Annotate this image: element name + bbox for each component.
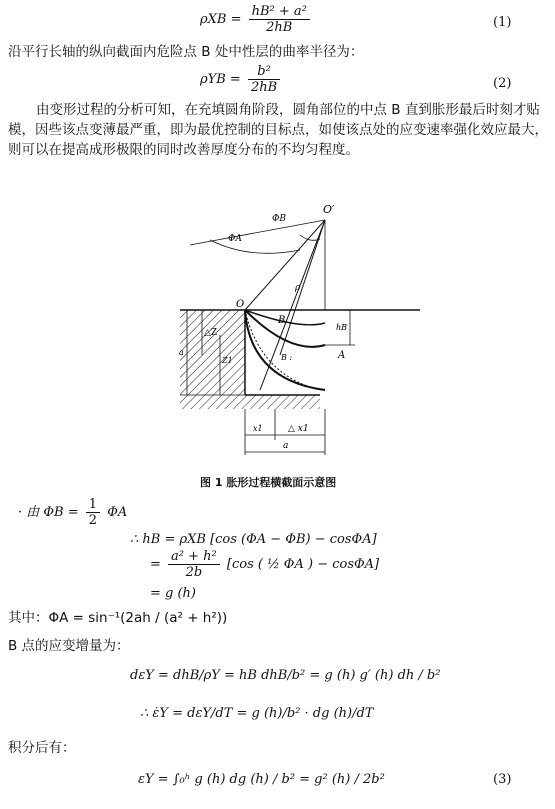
arc-phi-a bbox=[210, 240, 300, 253]
deriv-line-10: εY = ∫₀ʰ g (h) dg (h) / b² = g² (h) / 2b² bbox=[138, 772, 385, 787]
label-a-left: a bbox=[179, 348, 184, 357]
deriv-line-6: B 点的应变增量为： bbox=[8, 638, 130, 654]
label-x1: x1 bbox=[253, 424, 263, 433]
label-o: O bbox=[236, 299, 245, 310]
label-phi-b: ΦB bbox=[272, 214, 286, 224]
die-left-hatch bbox=[180, 310, 245, 395]
label-phi-a: ΦA bbox=[228, 234, 242, 244]
label-dx1: △ x1 bbox=[288, 424, 309, 434]
deriv-l1-num: 1 bbox=[86, 497, 100, 513]
die-bottom-hatch bbox=[245, 395, 320, 409]
die-corner-hatch bbox=[180, 395, 245, 409]
label-z1: Z1 bbox=[222, 356, 233, 365]
label-b-mid: B : bbox=[281, 353, 293, 362]
label-dz: △Z bbox=[204, 328, 218, 338]
eq1-denominator: 2hB bbox=[266, 20, 293, 35]
arc-phi-b bbox=[300, 235, 320, 240]
label-hb: hB bbox=[336, 323, 348, 332]
deriv-line-8: ∴ ε̇Y = dεY/dT = g (h)/b² · dg (h)/dT bbox=[140, 706, 374, 721]
text-radius-intro: 沿平行长轴的纵向截面内危险点 B 处中性层的曲率半径为： bbox=[8, 44, 364, 60]
figure-cross-section bbox=[150, 195, 430, 470]
deriv-l1-prefix: · 由 ΦB = bbox=[18, 505, 79, 520]
deriv-l3-suffix: [cos ( ½ ΦA ) − cosΦA] bbox=[226, 557, 380, 572]
eq2-numerator: b² bbox=[248, 64, 280, 80]
deriv-l3-den: 2b bbox=[185, 565, 203, 580]
equation-number-2: (2) bbox=[493, 76, 512, 91]
label-a-bottom: a bbox=[283, 441, 289, 451]
deriv-line-5: 其中：ΦA = sin⁻¹(2ah / (a² + h²)) bbox=[8, 610, 228, 626]
eq1-fraction bbox=[249, 4, 310, 35]
deriv-l1-fraction bbox=[86, 497, 100, 528]
ray-o-prime-o bbox=[245, 220, 325, 310]
ray-rho bbox=[280, 220, 325, 355]
deriv-line-7: dεY = dhB/ρY = hB dhB/b² = g (h) g′ (h) dh / b² bbox=[130, 668, 441, 683]
deriv-line-2: ∴ hB = ρXB [cos (ΦA − ΦB) − cosΦA] bbox=[130, 532, 377, 547]
equation-number-1: (1) bbox=[493, 15, 512, 30]
label-rho: ρ bbox=[295, 283, 301, 293]
deriv-line-4: = g (h) bbox=[150, 586, 196, 601]
eq2-denominator: 2hB bbox=[250, 80, 278, 95]
deriv-line-1 bbox=[18, 497, 127, 528]
label-b: B bbox=[278, 315, 286, 326]
equation-1 bbox=[200, 4, 313, 35]
ray-phi-a bbox=[190, 220, 325, 245]
ray-o-prime-a bbox=[260, 220, 325, 390]
paragraph-analysis: 由变形过程的分析可知，在充填圆角阶段，圆角部位的中点 B 直到胀形最后时刻才贴模，因些该点变薄最严重，即为最优控制的目标点，如使该点处的应变速率强化效应最大，则可以在提高成形极限的同时改善厚度分布的不均匀程度。 bbox=[8, 102, 548, 158]
deriv-l1-suffix: ΦA bbox=[107, 505, 128, 520]
equation-number-3: (3) bbox=[493, 772, 512, 787]
eq1-numerator: hB² + a² bbox=[249, 4, 310, 20]
deriv-l3-fraction bbox=[168, 549, 220, 580]
deriv-line-3 bbox=[150, 549, 379, 580]
eq1-lhs: ρXB = bbox=[200, 12, 242, 27]
deriv-line-9: 积分后有： bbox=[8, 740, 76, 756]
label-a-right: A bbox=[338, 350, 346, 361]
eq2-fraction bbox=[248, 64, 280, 95]
figure-caption: 图 1 胀形过程横截面示意图 bbox=[200, 476, 337, 489]
deriv-l1-den: 2 bbox=[88, 513, 98, 528]
equation-2 bbox=[200, 64, 283, 95]
deriv-l3-prefix: = bbox=[150, 557, 161, 572]
eq2-lhs: ρYB = bbox=[200, 72, 241, 87]
label-o-prime: O′ bbox=[323, 203, 335, 216]
deriv-l3-num: a² + h² bbox=[168, 549, 220, 565]
